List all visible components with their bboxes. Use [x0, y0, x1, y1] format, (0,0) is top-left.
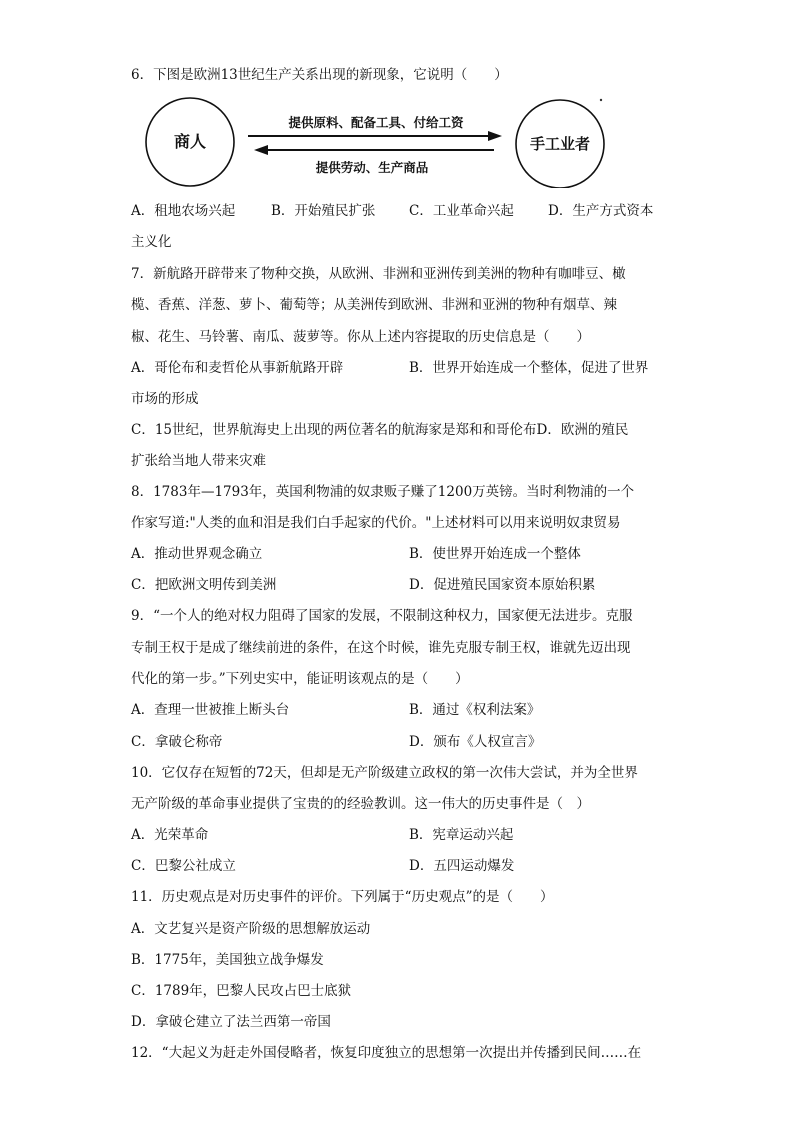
q9-stem-line-2: 专制王权于是成了继续前进的条件，在这个时候，谁先克服专制王权，谁就先迈出现 [131, 640, 631, 656]
q6-diagram [140, 96, 620, 188]
q8-option-c[interactable]: C．把欧洲文明传到美洲 [131, 577, 277, 593]
q9-option-b[interactable]: B．通过《权利法案》 [409, 702, 541, 718]
q11-option-d[interactable]: D．拿破仑建立了法兰西第一帝国 [131, 1014, 331, 1030]
artisan-label: 手工业者 [529, 135, 591, 153]
q9-stem-line-3: 代化的第一步。”下列史实中，能证明该观点的是（ ） [131, 671, 469, 687]
q7-option-a[interactable]: A．哥伦布和麦哲伦从事新航路开辟 [131, 360, 344, 376]
speck-mark [600, 99, 602, 101]
q8-option-a[interactable]: A．推动世界观念确立 [131, 546, 263, 562]
q7-stem-line-1: 7．新航路开辟带来了物种交换，从欧洲、非洲和亚洲传到美洲的物种有咖啡豆、橄 [131, 266, 626, 282]
q6-option-d[interactable]: D．生产方式资本 [548, 203, 654, 219]
q6-option-c[interactable]: C．工业革命兴起 [409, 203, 514, 219]
q10-stem-line-1: 10．它仅存在短暂的72天，但却是无产阶级建立政权的第一次伟大尝试，并为全世界 [131, 765, 638, 781]
q6-option-b[interactable]: B．开始殖民扩张 [271, 203, 376, 219]
q8-option-b[interactable]: B．使世界开始连成一个整体 [409, 546, 581, 562]
q10-stem-line-2: 无产阶级的革命事业提供了宝贵的的经验教训。这一伟大的历史事件是（ ） [131, 796, 590, 812]
q7-stem-line-3: 椒、花生、马铃薯、南瓜、菠萝等。你从上述内容提取的历史信息是（ ） [131, 329, 590, 345]
q9-option-d[interactable]: D．颁布《人权宣言》 [409, 734, 542, 750]
q8-stem-line-2: 作家写道:"人类的血和泪是我们白手起家的代价。"上述材料可以用来说明奴隶贸易 [131, 515, 621, 531]
top-arrow-label: 提供原料、配备工具、付给工资 [288, 115, 464, 130]
q7-option-b[interactable]: B．世界开始连成一个整体，促进了世界 [409, 360, 649, 376]
q11-stem: 11．历史观点是对历史事件的评价。下列属于“历史观点”的是（ ） [131, 889, 554, 905]
q8-option-d[interactable]: D．促进殖民国家资本原始积累 [409, 577, 596, 593]
arrow-to-merchant-head [254, 145, 268, 155]
q9-option-c[interactable]: C．拿破仑称帝 [131, 734, 223, 750]
q7-option-b-continued: 市场的形成 [131, 391, 199, 407]
q7-option-d-continued: 扩张给当地人带来灾难 [131, 453, 266, 469]
q10-option-d[interactable]: D．五四运动爆发 [409, 858, 515, 874]
q11-option-c[interactable]: C．1789年，巴黎人民攻占巴士底狱 [131, 983, 352, 999]
q6-option-d-continued: 主义化 [131, 234, 172, 250]
q11-option-a[interactable]: A．文艺复兴是资产阶级的思想解放运动 [131, 921, 371, 937]
q10-option-b[interactable]: B．宪章运动兴起 [409, 827, 514, 843]
arrow-to-artisan-head [488, 131, 502, 141]
q12-stem: 12．“大起义为赶走外国侵略者，恢复印度独立的思想第一次提出并传播到民间……在 [131, 1045, 642, 1061]
q11-option-b[interactable]: B．1775年，美国独立战争爆发 [131, 952, 324, 968]
q6-option-a[interactable]: A．租地农场兴起 [131, 203, 236, 219]
merchant-label: 商人 [173, 132, 207, 151]
q10-option-c[interactable]: C．巴黎公社成立 [131, 858, 236, 874]
bottom-arrow-label: 提供劳动、生产商品 [315, 160, 429, 175]
q8-stem-line-1: 8．1783年—1793年，英国利物浦的奴隶贩子赚了1200万英镑。当时利物浦的一个 [131, 484, 635, 500]
q10-option-a[interactable]: A．光荣革命 [131, 827, 209, 843]
q7-stem-line-2: 榄、香蕉、洋葱、萝卜、葡萄等；从美洲传到欧洲、非洲和亚洲的物种有烟草、辣 [131, 297, 617, 313]
q9-stem-line-1: 9．“一个人的绝对权力阻碍了国家的发展，不限制这种权力，国家便无法进步。克服 [131, 608, 633, 624]
q9-option-a[interactable]: A．查理一世被推上断头台 [131, 702, 290, 718]
q6-stem: 6．下图是欧洲13世纪生产关系出现的新现象，它说明（ ） [131, 67, 508, 83]
q7-option-c-d[interactable]: C．15世纪，世界航海史上出现的两位著名的航海家是郑和和哥伦布D．欧洲的殖民 [131, 422, 629, 438]
